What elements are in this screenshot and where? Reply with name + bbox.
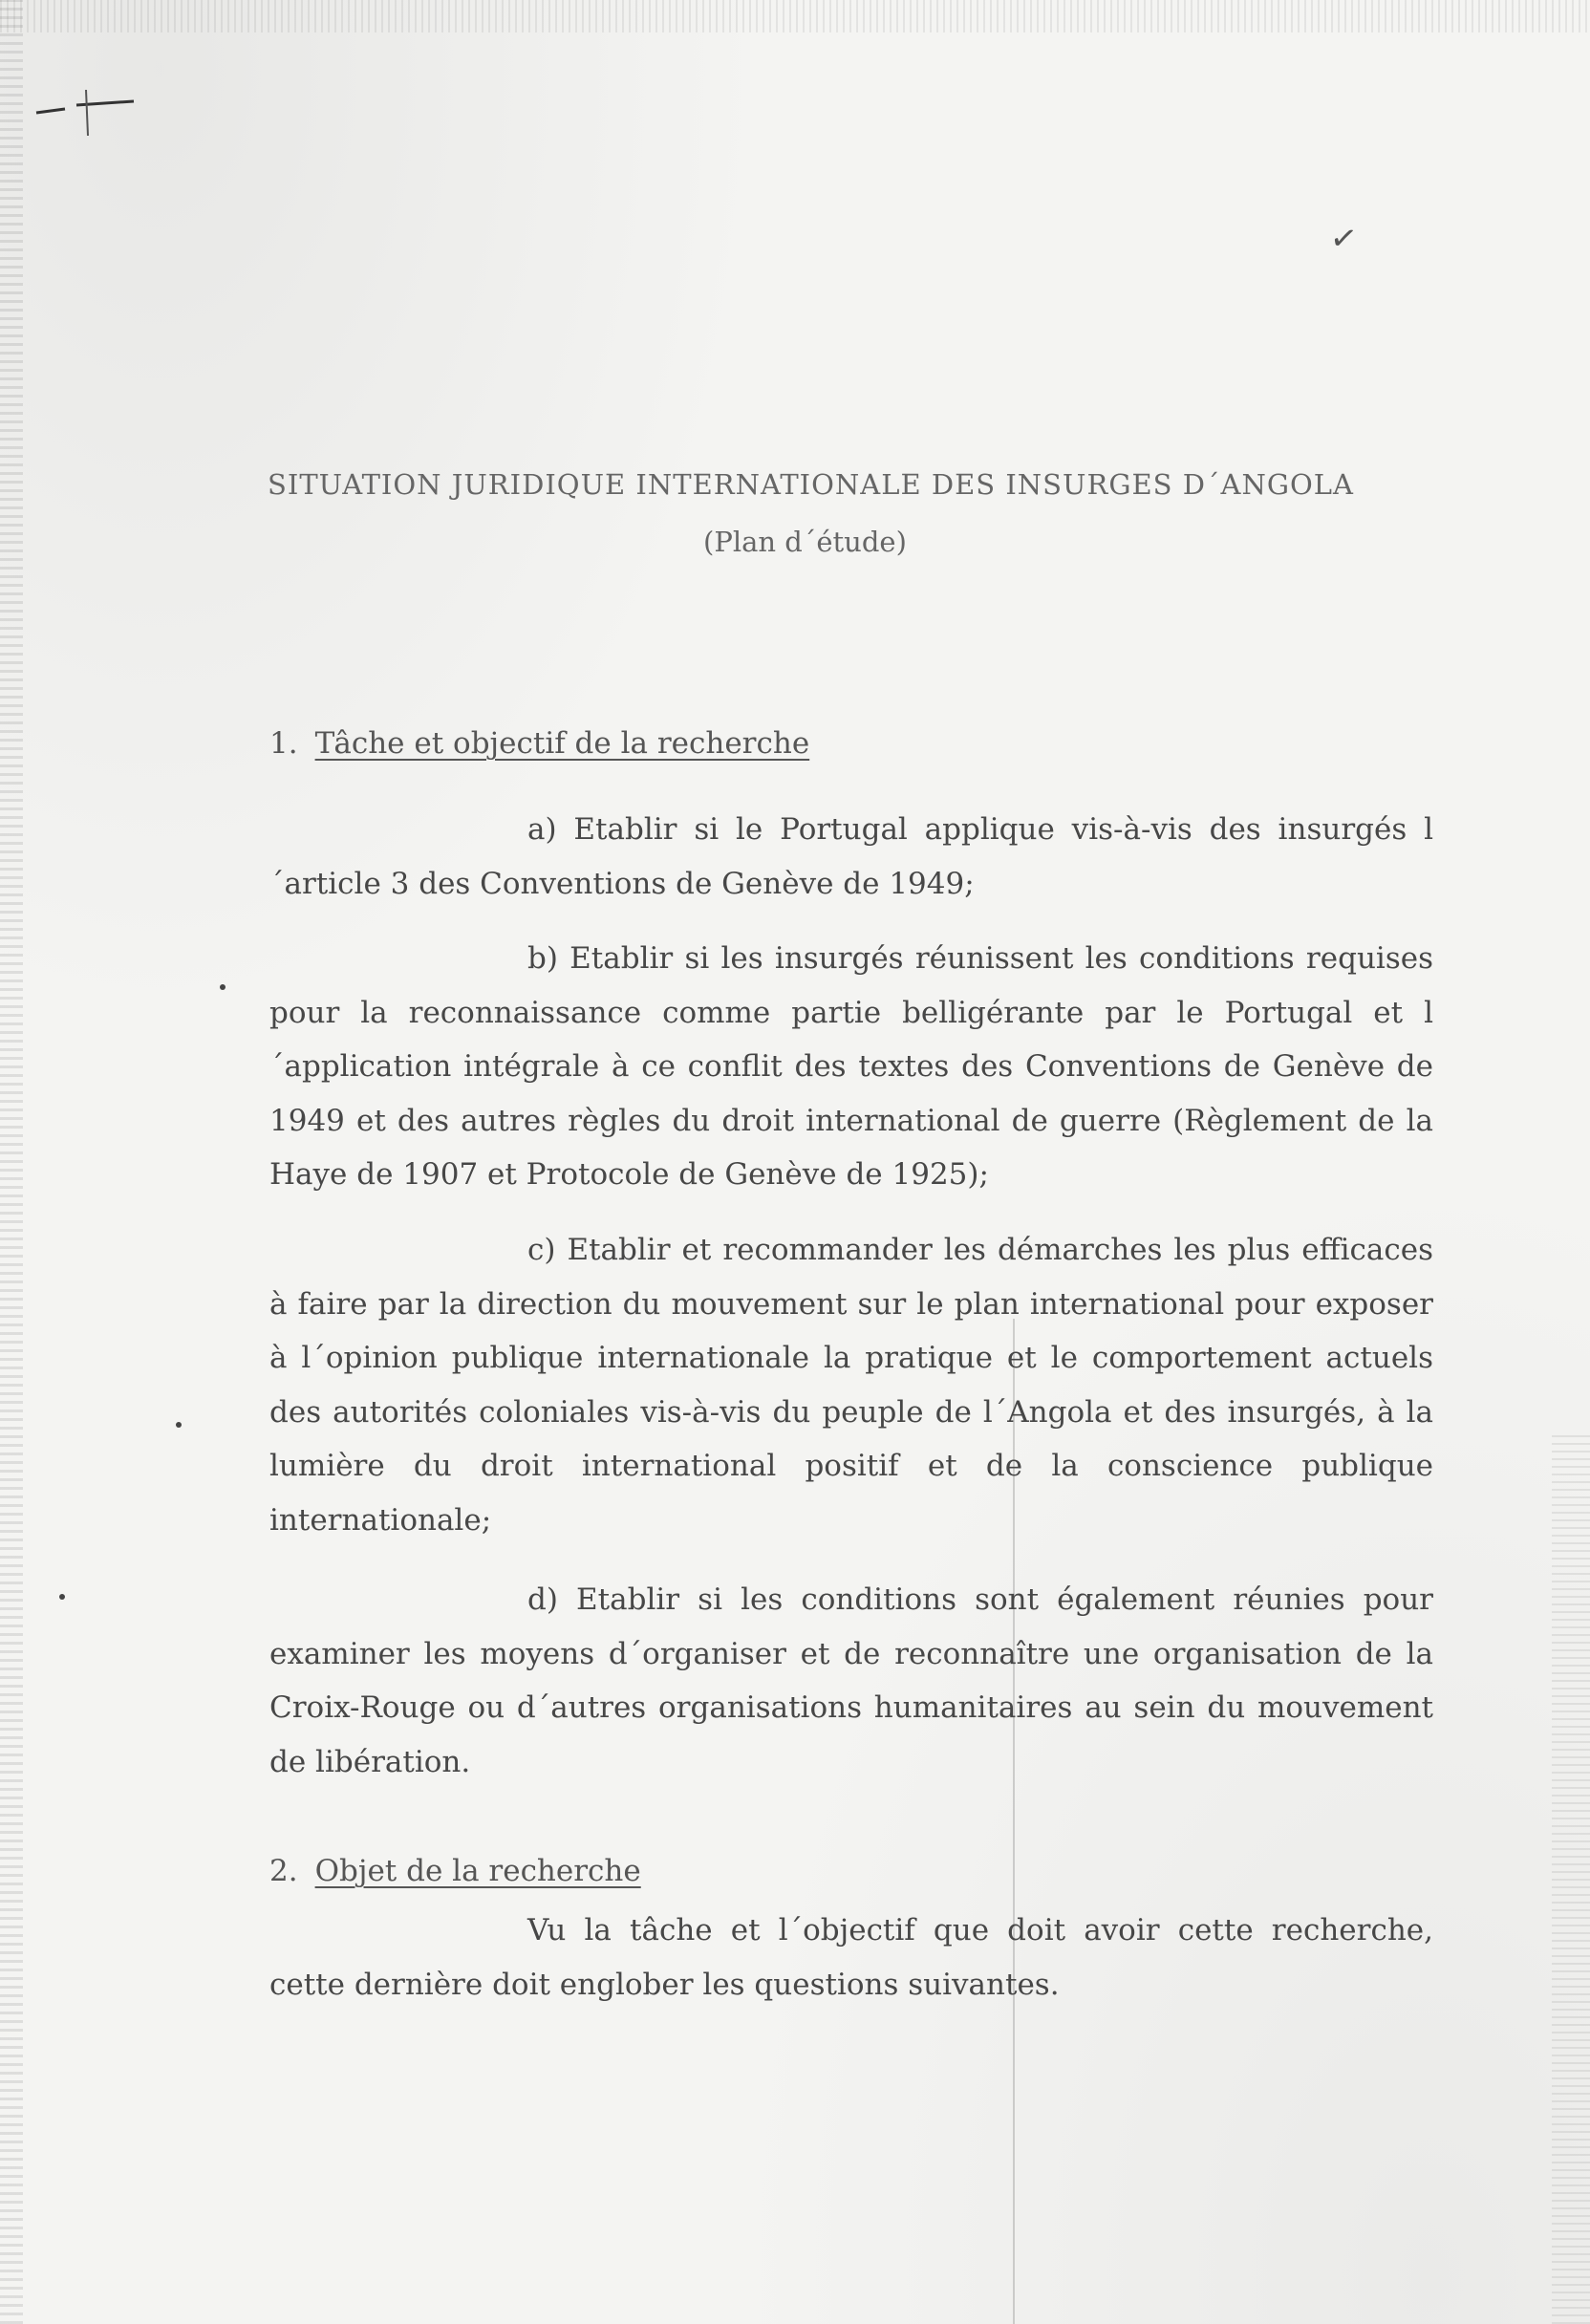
- margin-dot: [220, 984, 226, 990]
- paragraph-c: c) Etablir et recommander les démarches les plus efficaces à faire par la direction du mouvement sur le plan international pour exposer à l´opinion publique internationale la pratique et le comportement actuels des autorités coloniales vis-à-vis du peuple de l´Angola et des insurgés, à la lumière du droit international positif et de la conscience publique internationale;: [269, 1233, 1433, 1538]
- margin-pencil-mark: [29, 86, 143, 143]
- section-title: Objet de la recherche: [314, 1854, 641, 1888]
- paragraph-a: a) Etablir si le Portugal applique vis-à-vis des insurgés l´article 3 des Conventions de Genève de 1949;: [269, 812, 1433, 901]
- section-1-heading: [269, 726, 809, 761]
- scan-edge-left: [0, 0, 23, 2324]
- margin-dot: [59, 1594, 65, 1600]
- paragraph-d: d) Etablir si les conditions sont également réunies pour examiner les moyens d´organiser et de reconnaître une organisation de la Croix-Rouge ou d´autres organisations humanitaires au sein du mouvement de libération.: [269, 1582, 1433, 1779]
- document-title: SITUATION JURIDIQUE INTERNATIONALE DES INSURGES D´ANGOLA: [268, 468, 1354, 501]
- paragraph-objet: Vu la tâche et l´objectif que doit avoir cette recherche, cette dernière doit englober les questions suivantes.: [269, 1913, 1433, 2002]
- section-2-heading: [269, 1854, 641, 1888]
- scan-edge-top: [0, 0, 1590, 32]
- check-mark-icon: ✓: [1327, 218, 1361, 260]
- paragraph-b: b) Etablir si les insurgés réunissent les conditions requises pour la reconnaissance comme partie belligérante par le Portugal et l´application intégrale à ce conflit des textes des Conventions de Genève de 1949 et des autres règles du droit international de guerre (Règlement de la Haye de 1907 et Protocole de Genève de 1925);: [269, 941, 1433, 1192]
- section-number: 2.: [269, 1854, 298, 1888]
- scan-edge-right: [1552, 1433, 1590, 2324]
- document-subtitle: (Plan d´étude): [703, 526, 907, 558]
- section-title: Tâche et objectif de la recherche: [314, 726, 810, 761]
- section-number: 1.: [269, 726, 298, 761]
- margin-dot: [176, 1422, 182, 1428]
